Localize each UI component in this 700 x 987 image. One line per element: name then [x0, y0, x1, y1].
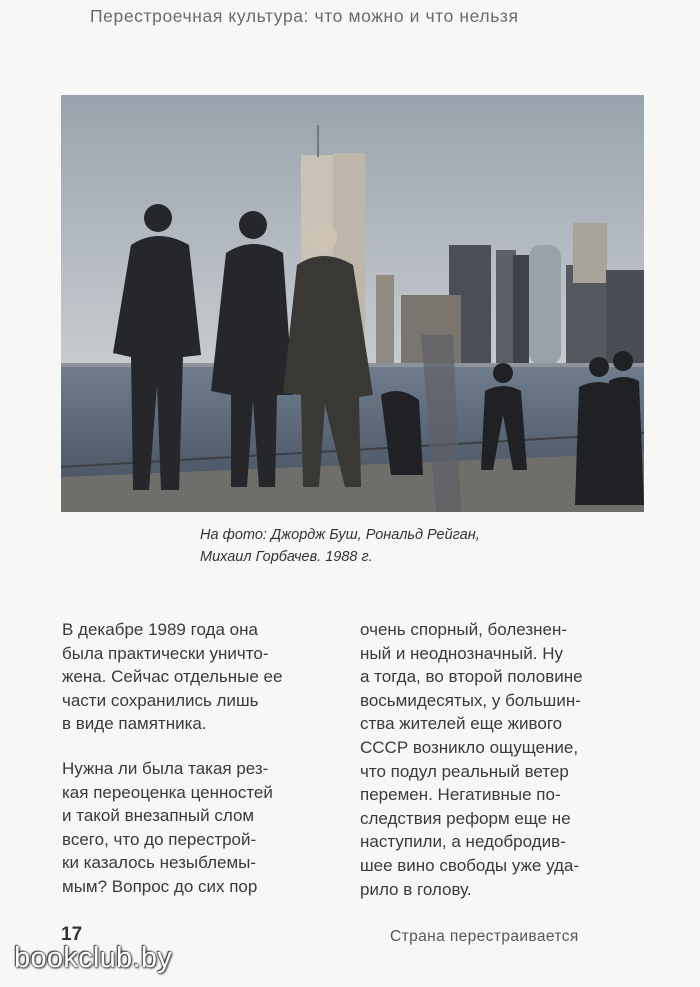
- text-line: В декабре 1989 года она: [62, 620, 258, 639]
- text-line: что подул реальный ветер: [360, 761, 569, 781]
- photo-caption: [200, 524, 620, 568]
- section-title: Страна перестраивается: [390, 928, 579, 945]
- text-line: всего, что до перестрой-: [62, 829, 257, 849]
- text-line: наступили, а недобродив-: [360, 832, 566, 852]
- text-column-left: [62, 618, 349, 899]
- text-line: жена. Сейчас отдельные ее: [62, 667, 283, 687]
- text-line: была практически уничто-: [62, 643, 269, 663]
- text-line: части сохранились лишь: [62, 690, 259, 710]
- text-line: ки казалось незыблемы-: [62, 853, 257, 873]
- historic-photo-image: [61, 95, 644, 512]
- text-line: перемен. Негативные по-: [360, 785, 561, 805]
- text-line: ства жителей еще живого: [360, 714, 563, 734]
- page-number: 17: [61, 924, 83, 945]
- text-line: кая переоценка ценностей: [62, 782, 273, 802]
- text-line: ный и неоднозначный. Ну: [360, 643, 563, 663]
- text-line: восьмидесятых, у большин-: [360, 690, 581, 710]
- text-line: шее вино свободы уже уда-: [360, 855, 580, 875]
- paragraph: [360, 618, 647, 901]
- text-line: и такой внезапный слом: [62, 806, 255, 826]
- text-line: рило в голову.: [360, 879, 472, 899]
- photo: [61, 95, 644, 512]
- text-column-right: [360, 618, 647, 901]
- watermark-logo: bookclub.by: [14, 942, 173, 974]
- text-line: очень спорный, болезнен-: [360, 620, 568, 639]
- text-line: следствия реформ еще не: [360, 808, 571, 828]
- text-line: в виде памятника.: [62, 714, 207, 734]
- paragraph: [62, 618, 349, 736]
- caption-line: На фото: Джордж Буш, Рональд Рейган,: [200, 527, 480, 543]
- text-line: мым? Вопрос до сих пор: [62, 876, 258, 896]
- paragraph: [62, 757, 349, 899]
- running-header: Перестроечная культура: что можно и что нельзя: [90, 6, 519, 26]
- text-line: а тогда, во второй половине: [360, 667, 583, 687]
- caption-line: Михаил Горбачев. 1988 г.: [200, 549, 373, 565]
- text-line: Нужна ли была такая рез-: [62, 758, 269, 778]
- text-line: СССР возникло ощущение,: [360, 737, 579, 757]
